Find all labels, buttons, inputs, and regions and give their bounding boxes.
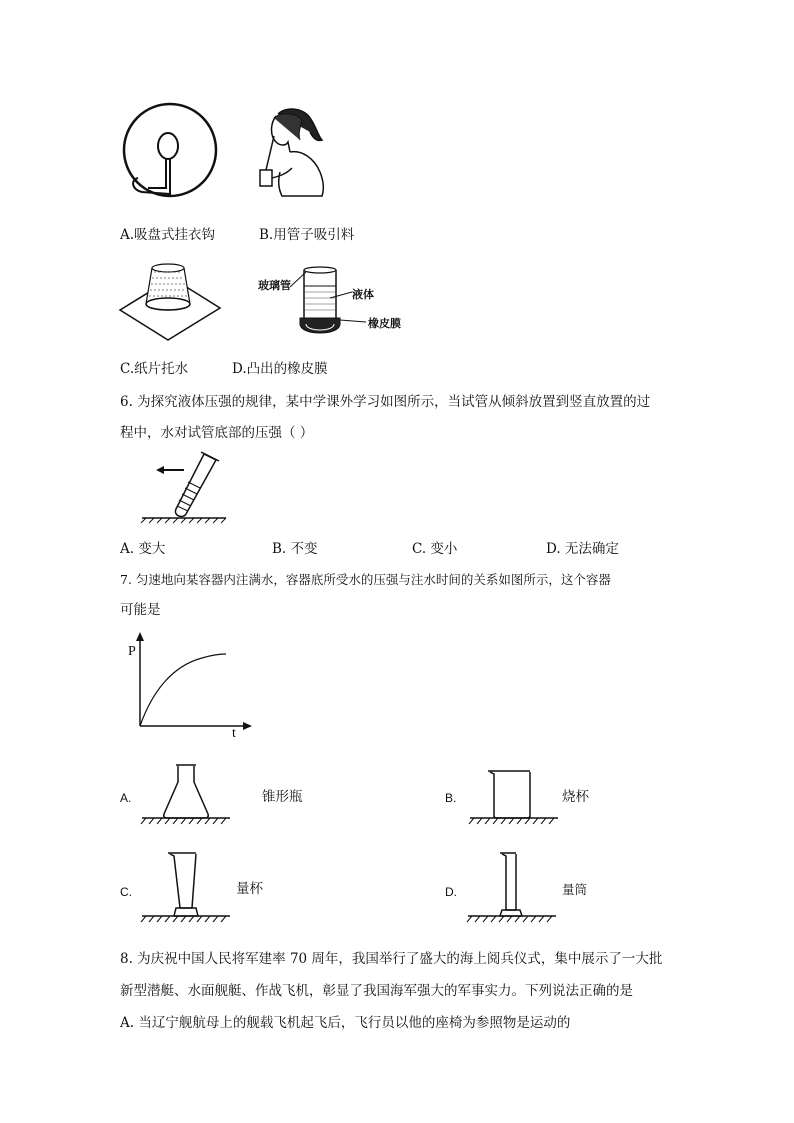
q7-option-c-name: 量杯 — [236, 881, 263, 897]
figure-d-pointer-lines — [0, 0, 794, 400]
pressure-time-graph — [122, 632, 262, 744]
q5-option-c: C.纸片托水 — [120, 361, 189, 377]
q8-stem-line1: 8. 为庆祝中国人民将军建率 70 周年，我国举行了盛大的海上阅兵仪式，集中展示了一大批 — [120, 951, 663, 967]
q7-option-a-name: 锥形瓶 — [262, 789, 303, 805]
q6-stem-line2: 程中，水对试管底部的压强（ ） — [120, 425, 314, 441]
rubber-membrane-label: 橡皮膜 — [368, 317, 401, 330]
q8-option-a: A. 当辽宁舰航母上的舰载飞机起飞后，飞行员以他的座椅为参照物是运动的 — [120, 1015, 571, 1031]
tilted-test-tube-figure — [140, 452, 230, 524]
measuring-cup-figure — [140, 850, 232, 926]
glass-tube-label: 玻璃管 — [258, 279, 291, 292]
q5-option-d: D.凸出的橡皮膜 — [232, 361, 328, 377]
q6-option-d: D. 无法确定 — [546, 541, 619, 557]
q8-stem-line2: 新型潜艇、水面舰艇、作战飞机，彰显了我国海军强大的军事实力。下列说法正确的是 — [120, 983, 633, 999]
q7-stem-line1: 7. 匀速地向某容器内注满水，容器底所受水的压强与注水时间的关系如图所示，这个容器 — [120, 572, 611, 587]
graph-y-axis-label: P — [128, 644, 136, 659]
graph-x-axis-label: t — [232, 726, 236, 741]
q6-stem-line1: 6. 为探究液体压强的规律，某中学课外学习如图所示，当试管从倾斜放置到竖直放置的过 — [120, 394, 651, 410]
q7-option-d-letter: D. — [445, 885, 457, 899]
conical-flask-figure — [140, 762, 232, 830]
q5-option-b: B.用管子吸引料 — [259, 227, 355, 243]
q6-option-c: C. 变小 — [412, 541, 458, 557]
q7-option-b-letter: B. — [445, 791, 457, 805]
q6-option-a: A. 变大 — [120, 541, 166, 557]
q6-option-b: B. 不变 — [272, 541, 318, 557]
q7-option-b-name: 烧杯 — [562, 789, 589, 805]
q7-option-d-name: 量筒 — [562, 882, 588, 897]
q7-option-a-letter: A. — [120, 791, 132, 805]
q7-stem-line2: 可能是 — [120, 602, 161, 618]
graduated-cylinder-figure — [466, 850, 558, 926]
q5-option-a: A.吸盘式挂衣钩 — [120, 227, 216, 243]
q7-option-c-letter: C. — [120, 885, 132, 899]
beaker-figure — [468, 766, 560, 830]
liquid-label: 液体 — [352, 288, 374, 301]
